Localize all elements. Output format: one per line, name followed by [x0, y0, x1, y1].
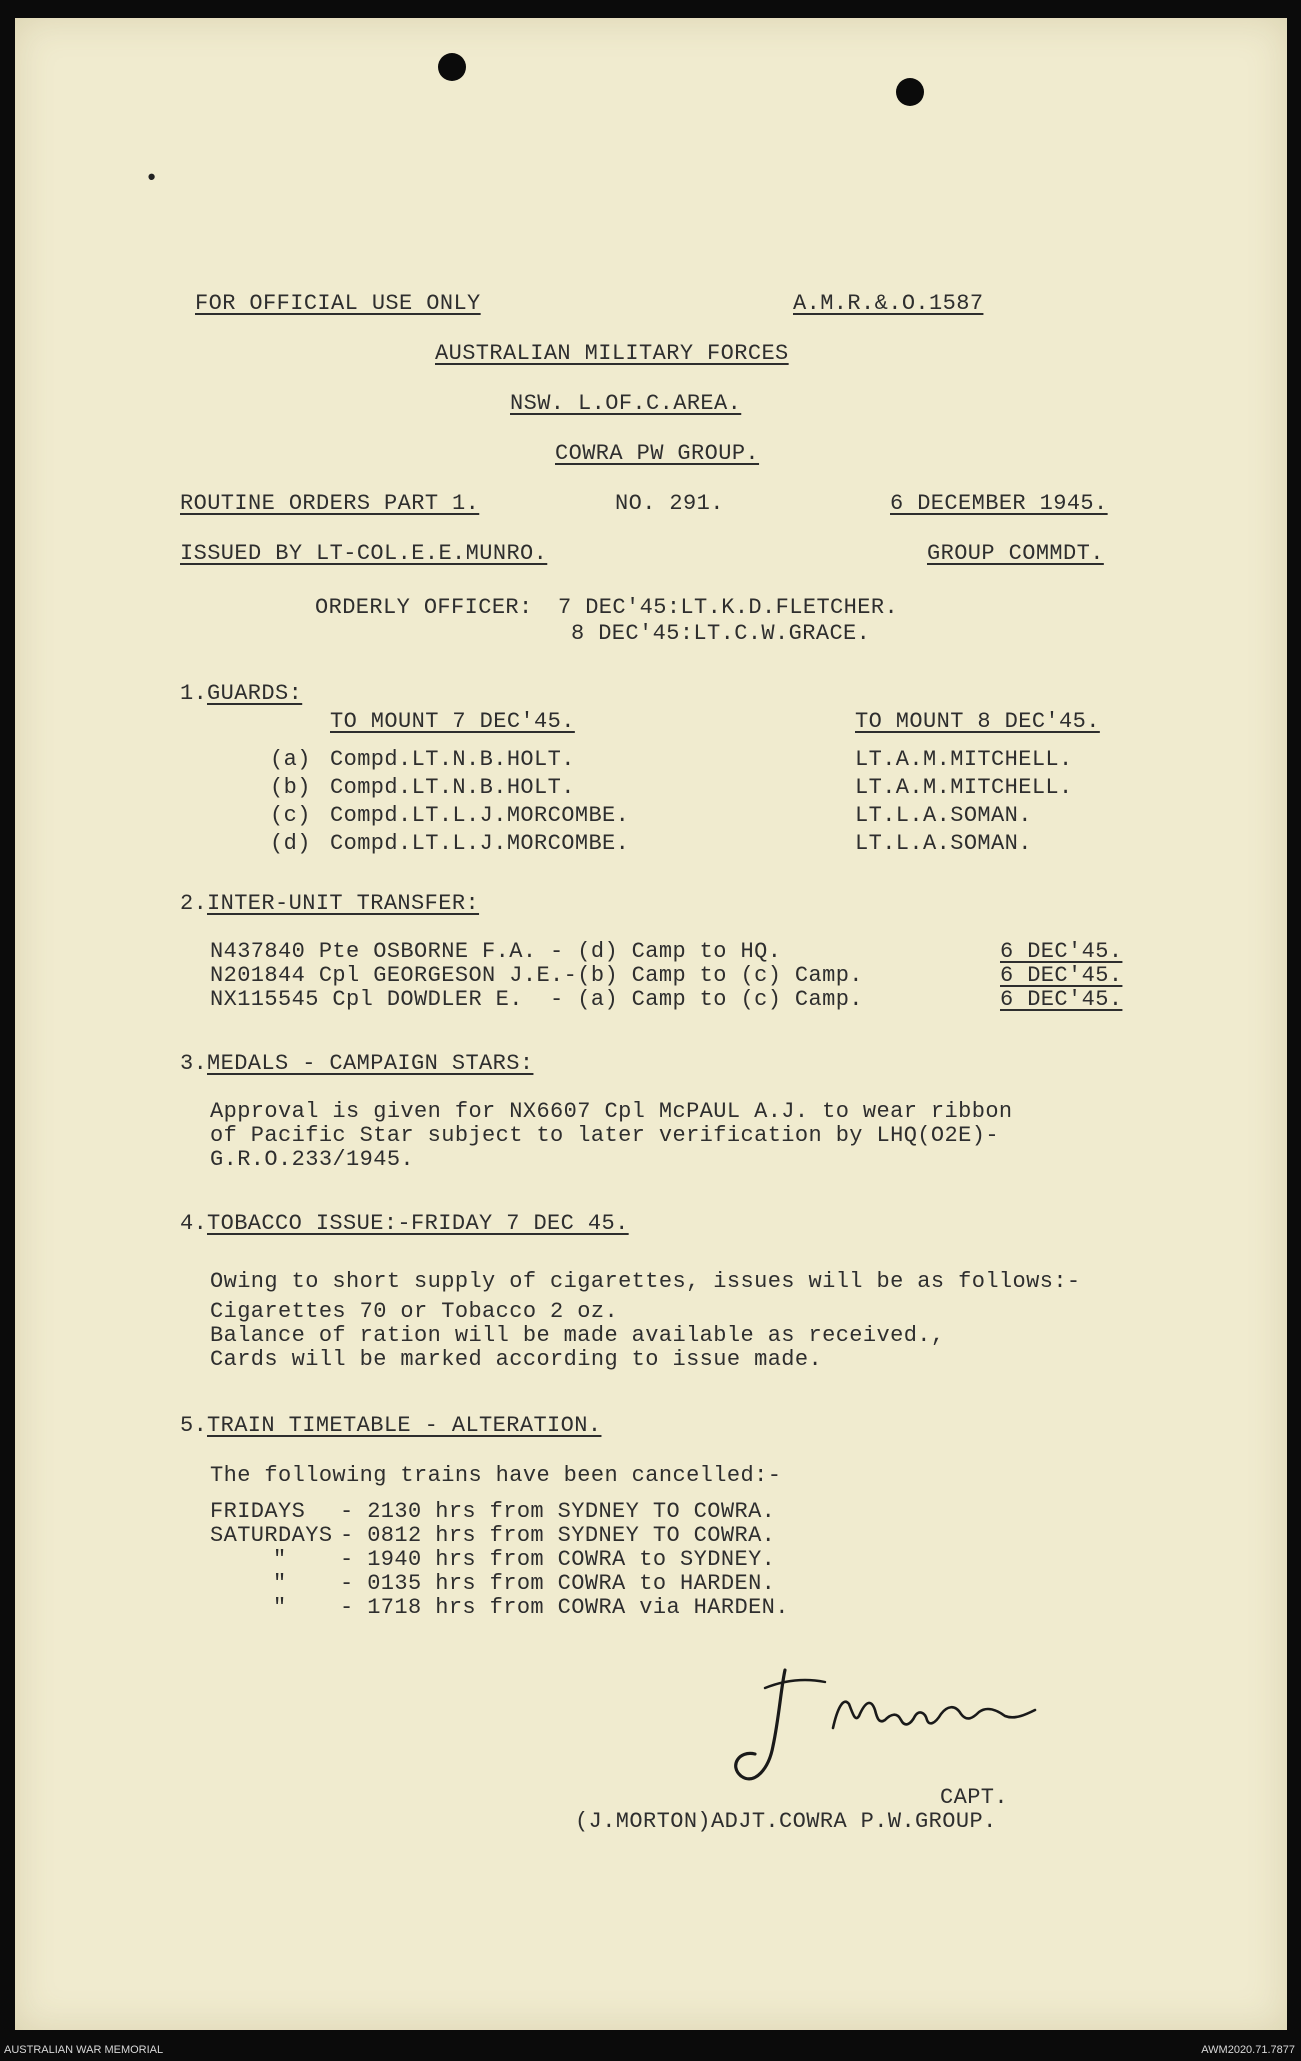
section-heading-medals: MEDALS - CAMPAIGN STARS:: [207, 1051, 534, 1076]
transfer-row: N201844 Cpl GEORGESON J.E.-(b) Camp to (c) Camp.: [210, 963, 863, 988]
train-row-day: SATURDAYS: [210, 1523, 333, 1548]
transfer-row-date: 6 DEC'45.: [1000, 963, 1123, 988]
section-number: 3.: [180, 1051, 208, 1076]
medals-text-line: Approval is given for NX6607 Cpl McPAUL A.J. to wear ribbon: [210, 1099, 1013, 1124]
transfer-row-date: 6 DEC'45.: [1000, 987, 1123, 1012]
signatory-name-line: (J.MORTON)ADJT.COWRA P.W.GROUP.: [575, 1809, 997, 1834]
issuer-role: GROUP COMMDT.: [927, 541, 1104, 566]
orderly-label: ORDERLY OFFICER:: [315, 595, 533, 620]
order-reference: A.M.R.&.O.1587: [793, 291, 984, 316]
issued-by: ISSUED BY LT-COL.E.E.MUNRO.: [180, 541, 548, 566]
guard-row-first: Compd.LT.L.J.MORCOMBE.: [330, 831, 630, 856]
punch-hole: [438, 53, 466, 81]
footer-institution: AUSTRALIAN WAR MEMORIAL: [4, 2044, 164, 2056]
guard-row-first: Compd.LT.N.B.HOLT.: [330, 747, 575, 772]
guard-row-label: (b): [270, 775, 311, 800]
tobacco-text-line: Owing to short supply of cigarettes, issues will be as follows:-: [210, 1269, 1081, 1294]
train-row-text: - 1940 hrs from COWRA to SYDNEY.: [340, 1547, 776, 1572]
train-row-text: - 0812 hrs from SYDNEY TO COWRA.: [340, 1523, 776, 1548]
guard-row-label: (d): [270, 831, 311, 856]
section-number: 5.: [180, 1413, 208, 1438]
section-number: 4.: [180, 1211, 208, 1236]
transfer-row-date: 6 DEC'45.: [1000, 939, 1123, 964]
section-heading-tobacco: TOBACCO ISSUE:-FRIDAY 7 DEC 45.: [207, 1211, 629, 1236]
orders-title: ROUTINE ORDERS PART 1.: [180, 491, 480, 516]
tobacco-text-line: Cards will be marked according to issue made.: [210, 1347, 823, 1372]
orders-date: 6 DECEMBER 1945.: [890, 491, 1108, 516]
section-heading-guards: GUARDS:: [207, 681, 303, 706]
document-page: [15, 18, 1287, 2030]
train-row-text: - 1718 hrs from COWRA via HARDEN.: [340, 1595, 789, 1620]
guard-row-second: LT.L.A.SOMAN.: [855, 831, 1032, 856]
tobacco-text-line: Balance of ration will be made available as received.,: [210, 1323, 945, 1348]
orderly-line: 7 DEC'45:LT.K.D.FLETCHER.: [558, 595, 899, 620]
guards-column-header: TO MOUNT 7 DEC'45.: [330, 709, 575, 734]
orders-number: NO. 291.: [615, 491, 724, 516]
header-line-area: NSW. L.OF.C.AREA.: [510, 391, 742, 416]
train-row-day: FRIDAYS: [210, 1499, 306, 1524]
guard-row-second: LT.L.A.SOMAN.: [855, 803, 1032, 828]
guard-row-label: (a): [270, 747, 311, 772]
transfer-row: N437840 Pte OSBORNE F.A. - (d) Camp to HQ.: [210, 939, 782, 964]
tobacco-text-line: Cigarettes 70 or Tobacco 2 oz.: [210, 1299, 619, 1324]
train-row-text: - 0135 hrs from COWRA to HARDEN.: [340, 1571, 776, 1596]
train-row-text: - 2130 hrs from SYDNEY TO COWRA.: [340, 1499, 776, 1524]
section-heading-transfer: INTER-UNIT TRANSFER:: [207, 891, 480, 916]
header-line-forces: AUSTRALIAN MILITARY FORCES: [435, 341, 789, 366]
punch-hole: [896, 78, 924, 106]
classification-label: FOR OFFICIAL USE ONLY: [195, 291, 481, 316]
section-heading-train: TRAIN TIMETABLE - ALTERATION.: [207, 1413, 602, 1438]
medals-text-line: of Pacific Star subject to later verification by LHQ(O2E)-: [210, 1123, 999, 1148]
train-intro: The following trains have been cancelled:-: [210, 1463, 782, 1488]
signatory-rank: CAPT.: [940, 1785, 1009, 1810]
guard-row-first: Compd.LT.L.J.MORCOMBE.: [330, 803, 630, 828]
guard-row-label: (c): [270, 803, 311, 828]
ink-mark: •: [145, 166, 159, 191]
transfer-row: NX115545 Cpl DOWDLER E. - (a) Camp to (c) Camp.: [210, 987, 863, 1012]
section-number: 1.: [180, 681, 208, 706]
train-row-day: ": [273, 1595, 287, 1620]
header-line-group: COWRA PW GROUP.: [555, 441, 760, 466]
orderly-line: 8 DEC'45:LT.C.W.GRACE.: [571, 621, 871, 646]
medals-text-line: G.R.O.233/1945.: [210, 1147, 415, 1172]
guard-row-second: LT.A.M.MITCHELL.: [855, 775, 1073, 800]
footer-accession-number: AWM2020.71.7877: [1201, 2044, 1295, 2056]
section-number: 2.: [180, 891, 208, 916]
guards-column-header: TO MOUNT 8 DEC'45.: [855, 709, 1100, 734]
guard-row-second: LT.A.M.MITCHELL.: [855, 747, 1073, 772]
train-row-day: ": [273, 1547, 287, 1572]
guard-row-first: Compd.LT.N.B.HOLT.: [330, 775, 575, 800]
train-row-day: ": [273, 1571, 287, 1596]
